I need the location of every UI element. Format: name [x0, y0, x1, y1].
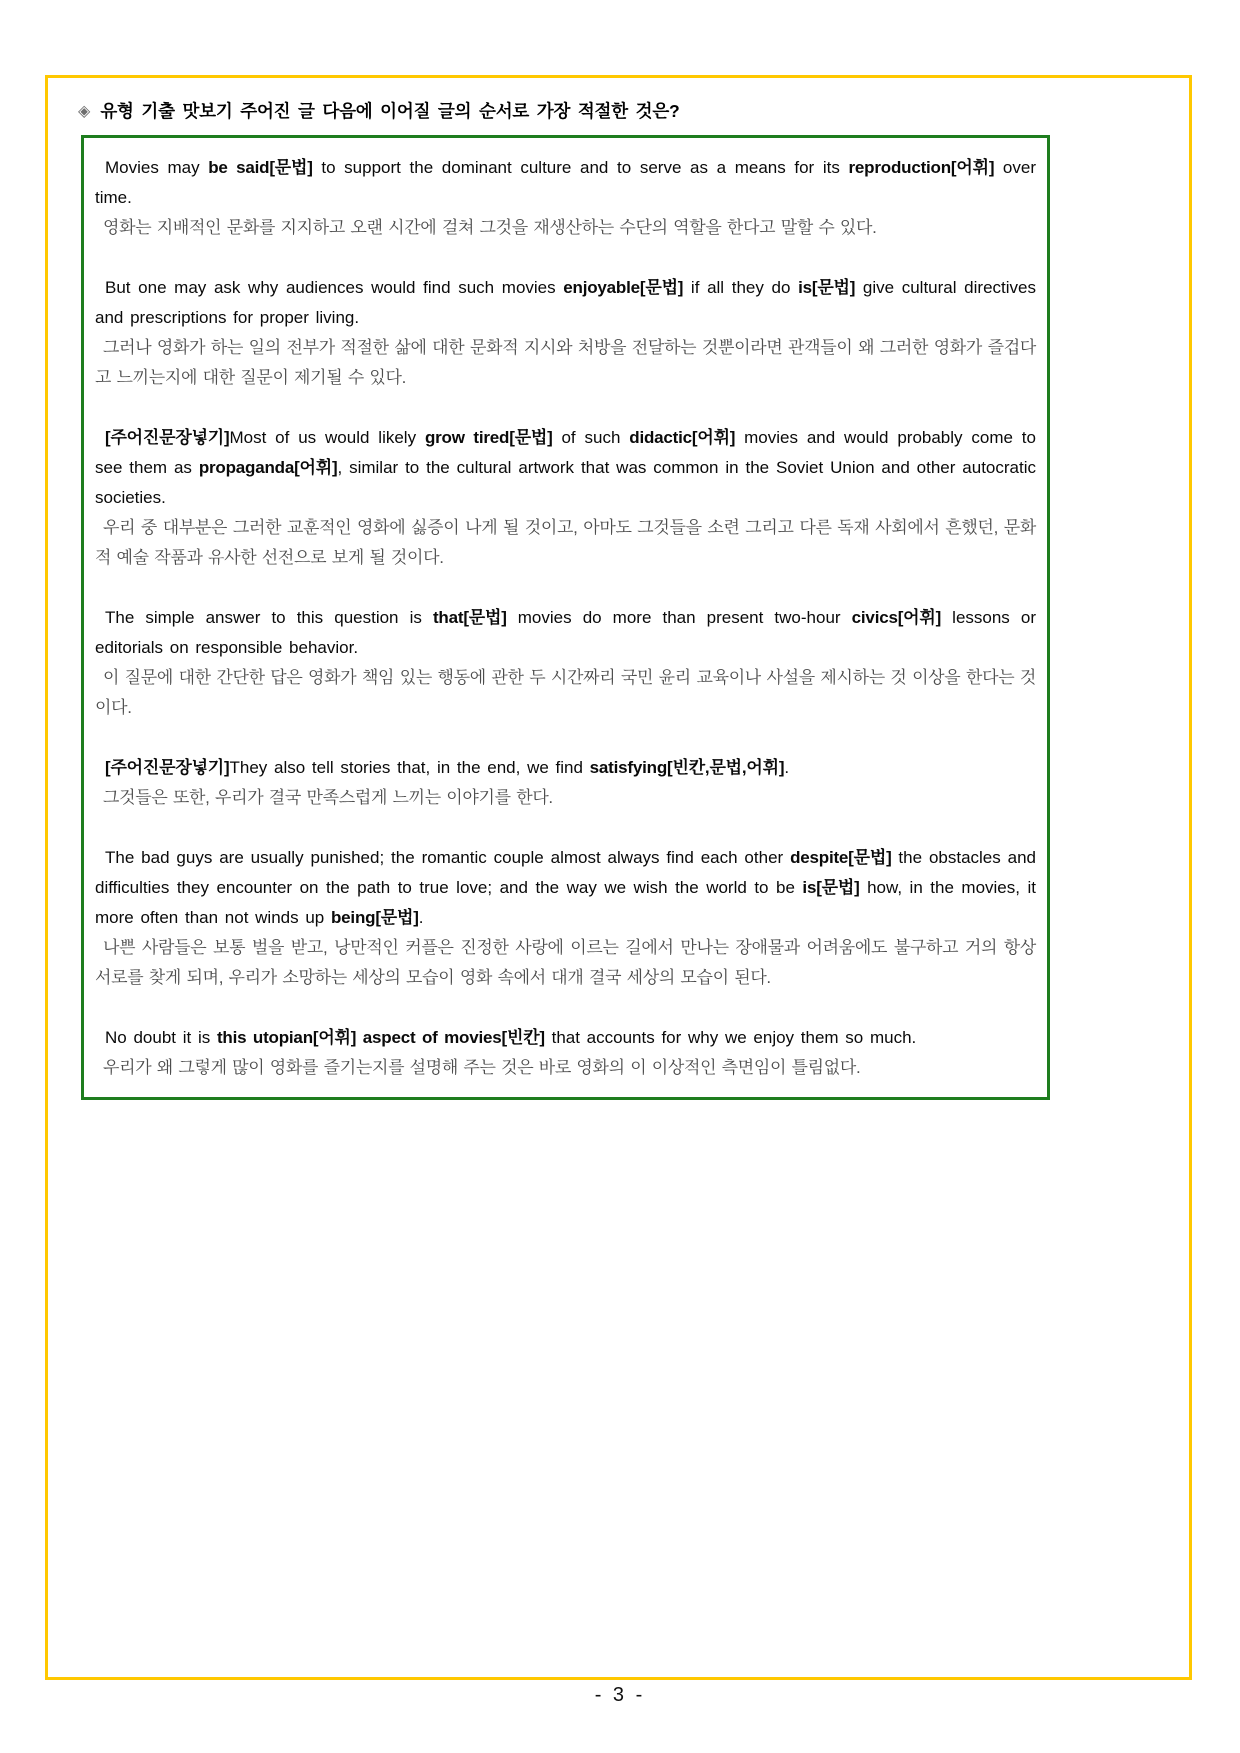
- paragraph-group: [95, 603, 1036, 723]
- annotated-term: civics[어휘]: [851, 608, 942, 627]
- sentence-text: how, in the movies, it more often than not winds up: [95, 878, 1036, 927]
- diamond-icon: ◈: [78, 102, 91, 120]
- annotated-term: being[문법]: [330, 908, 419, 927]
- paragraph-group: [95, 753, 1036, 813]
- paragraph-group: [95, 843, 1036, 993]
- passage-box: [81, 135, 1050, 1100]
- annotated-term: reproduction[어휘]: [848, 158, 995, 177]
- paragraph-group: [95, 423, 1036, 573]
- annotated-term: enjoyable[문법]: [563, 278, 684, 297]
- sentence-text: .: [418, 908, 424, 927]
- sentence-text: to support the dominant culture and to serve as a means for its: [312, 158, 849, 177]
- english-sentence: [95, 153, 1036, 213]
- english-sentence: [95, 603, 1036, 663]
- annotated-term: [주어진문장넣기]: [105, 758, 230, 777]
- annotated-term: despite[문법]: [790, 848, 892, 867]
- korean-translation: 나쁜 사람들은 보통 벌을 받고, 낭만적인 커플은 진정한 사랑에 이르는 길에서 만나는 장애물과 어려움에도 불구하고 거의 항상 서로를 찾게 되며, 우리가 소망하는 세상의 모습이 영화 속에서 대개 결국 세상의 모습이 된다.: [95, 938, 1036, 987]
- korean-translation: 영화는 지배적인 문화를 지지하고 오랜 시간에 걸쳐 그것을 재생산하는 수단의 역할을 한다고 말할 수 있다.: [103, 218, 877, 237]
- annotated-term: be said[문법]: [208, 158, 313, 177]
- annotated-term: that[문법]: [432, 608, 507, 627]
- page-number: - 3 -: [594, 1684, 646, 1706]
- sentence-text: , similar to the cultural artwork that was common in the Soviet Union and other autocratic societies.: [95, 458, 1037, 507]
- annotated-term: grow tired[문법]: [424, 428, 553, 447]
- sentence-text: lessons or editorials on responsible behavior.: [95, 608, 1037, 657]
- sentence-text: Movies may: [105, 158, 209, 177]
- annotated-term: didactic[어휘]: [629, 428, 736, 447]
- paragraph-group: [95, 273, 1036, 393]
- section-header: [78, 98, 680, 123]
- annotated-term: [주어진문장넣기]: [105, 428, 230, 447]
- sentence-text: of such: [552, 428, 630, 447]
- sentence-text: But one may ask why audiences would find such movies: [105, 278, 564, 297]
- sentence-text: movies and would probably come to see them as: [95, 428, 1036, 477]
- sentence-text: .: [784, 758, 790, 777]
- english-sentence: [95, 843, 1036, 933]
- annotated-term: satisfying[빈칸,문법,어휘]: [589, 758, 785, 777]
- annotated-term: is[문법]: [798, 278, 856, 297]
- korean-translation: 이 질문에 대한 간단한 답은 영화가 책임 있는 행동에 관한 두 시간짜리 국민 윤리 교육이나 사설을 제시하는 것 이상을 한다는 것이다.: [95, 668, 1036, 717]
- sentence-text: Most of us would likely: [229, 428, 425, 447]
- annotated-term: propaganda[어휘]: [198, 458, 338, 477]
- sentence-text: The bad guys are usually punished; the romantic couple almost always find each other: [105, 848, 791, 867]
- annotated-term: is[문법]: [802, 878, 860, 897]
- english-sentence: [95, 273, 1036, 333]
- korean-translation: 그것들은 또한, 우리가 결국 만족스럽게 느끼는 이야기를 한다.: [103, 788, 553, 807]
- sentence-text: They also tell stories that, in the end, we find: [229, 758, 590, 777]
- korean-translation: 우리가 왜 그렇게 많이 영화를 즐기는지를 설명해 주는 것은 바로 영화의 이 이상적인 측면임이 틀림없다.: [103, 1058, 861, 1077]
- sentence-text: if all they do: [683, 278, 799, 297]
- sentence-text: No doubt it is: [105, 1028, 217, 1047]
- page-border-frame: [45, 75, 1192, 1680]
- korean-translation: 우리 중 대부분은 그러한 교훈적인 영화에 싫증이 나게 될 것이고, 아마도 그것들을 소련 그리고 다른 독재 사회에서 흔했던, 문화적 예술 작품과 유사한 선전으로 보게 될 것이다.: [95, 518, 1036, 567]
- korean-translation: 그러나 영화가 하는 일의 전부가 적절한 삶에 대한 문화적 지시와 처방을 전달하는 것뿐이라면 관객들이 왜 그러한 영화가 즐겁다고 느끼는지에 대한 질문이 제기될 수 있다.: [95, 338, 1036, 387]
- sentence-text: movies do more than present two-hour: [506, 608, 852, 627]
- annotated-term: this utopian[어휘] aspect of movies[빈칸]: [216, 1028, 545, 1047]
- section-title: 유형 기출 맛보기 주어진 글 다음에 이어질 글의 순서로 가장 적절한 것은?: [100, 101, 680, 121]
- sentence-text: that accounts for why we enjoy them so much.: [544, 1028, 917, 1047]
- sentence-text: the obstacles and difficulties they encounter on the path to true love; and the way we wish the world to be: [95, 848, 1036, 897]
- sentence-text: give cultural directives and prescriptions for proper living.: [95, 278, 1036, 327]
- english-sentence: [95, 753, 1036, 783]
- english-sentence: [95, 423, 1036, 513]
- paragraph-group: [95, 1023, 1036, 1083]
- sentence-text: The simple answer to this question is: [105, 608, 433, 627]
- sentence-text: over time.: [95, 158, 1037, 207]
- paragraph-group: [95, 153, 1036, 243]
- english-sentence: [95, 1023, 1036, 1053]
